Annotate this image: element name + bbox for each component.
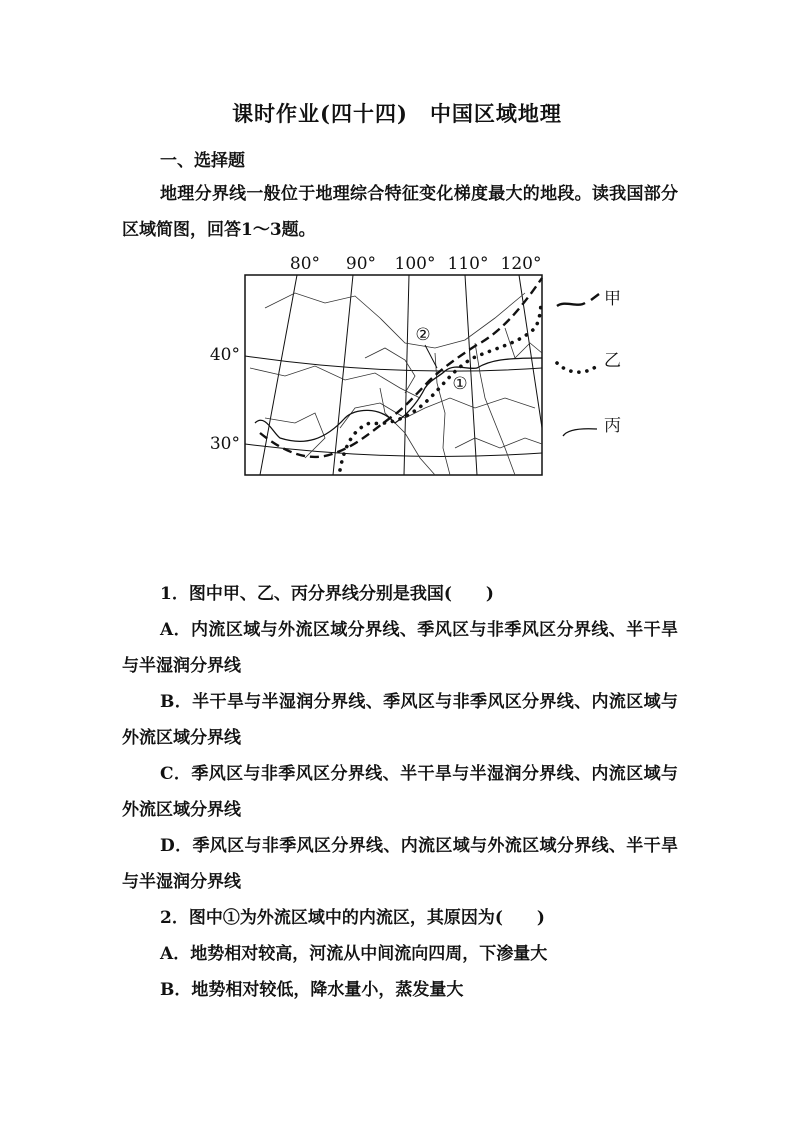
lon-label-80: 80° (289, 254, 321, 274)
legend-yi-swatch (557, 363, 597, 372)
page-title (0, 98, 794, 128)
question-1-option-b: B．半干旱与半湿润分界线、季风区与非季风区分界线、内流区域与外流区域分界线 (122, 692, 678, 748)
legend-bing-label: 丙 (604, 416, 621, 436)
lon-label-110: 110° (447, 254, 489, 274)
section-heading: 一、选择题 (160, 151, 245, 171)
map-frame (245, 275, 542, 475)
question-1-option-c: C．季风区与非季风区分界线、半干旱与半湿润分界线、内流区域与外流区域分界线 (122, 764, 678, 820)
region-map (205, 248, 625, 568)
legend-jia-label: 甲 (604, 289, 621, 309)
question-2-option-b: B．地势相对较低，降水量小，蒸发量大 (160, 980, 464, 1000)
legend-jia-swatch (557, 294, 599, 306)
lat-label-40: 40° (209, 345, 240, 365)
question-2-stem: 2．图中①为外流区域中的内流区，其原因为( ) (160, 908, 545, 928)
title-main: 课时作业(四十四) (232, 101, 408, 126)
title-sub: 中国区域地理 (429, 101, 562, 126)
intro-paragraph: 地理分界线一般位于地理综合特征变化梯度最大的地段。读我国部分区域简图，回答1～3题。 (122, 184, 678, 240)
question-1-option-a: A．内流区域与外流区域分界线、季风区与非季风区分界线、半干旱与半湿润分界线 (122, 620, 678, 676)
question-1-option-d: D．季风区与非季风区分界线、内流区域与外流区域分界线、半干旱与半湿润分界线 (122, 836, 678, 892)
legend-yi-label: 乙 (604, 351, 621, 371)
lon-label-120: 120° (500, 254, 542, 274)
legend-bing-swatch (563, 429, 597, 436)
lon-label-90: 90° (345, 254, 377, 274)
question-1-stem: 1．图中甲、乙、丙分界线分别是我国( ) (160, 584, 494, 604)
lon-label-100: 100° (394, 254, 436, 274)
region-map-figure (205, 248, 625, 568)
question-2-option-a: A．地势相对较高，河流从中间流向四周，下渗量大 (160, 944, 548, 964)
marker-2: ② (415, 325, 431, 345)
marker-1: ① (452, 374, 468, 394)
lat-label-30: 30° (209, 434, 240, 454)
